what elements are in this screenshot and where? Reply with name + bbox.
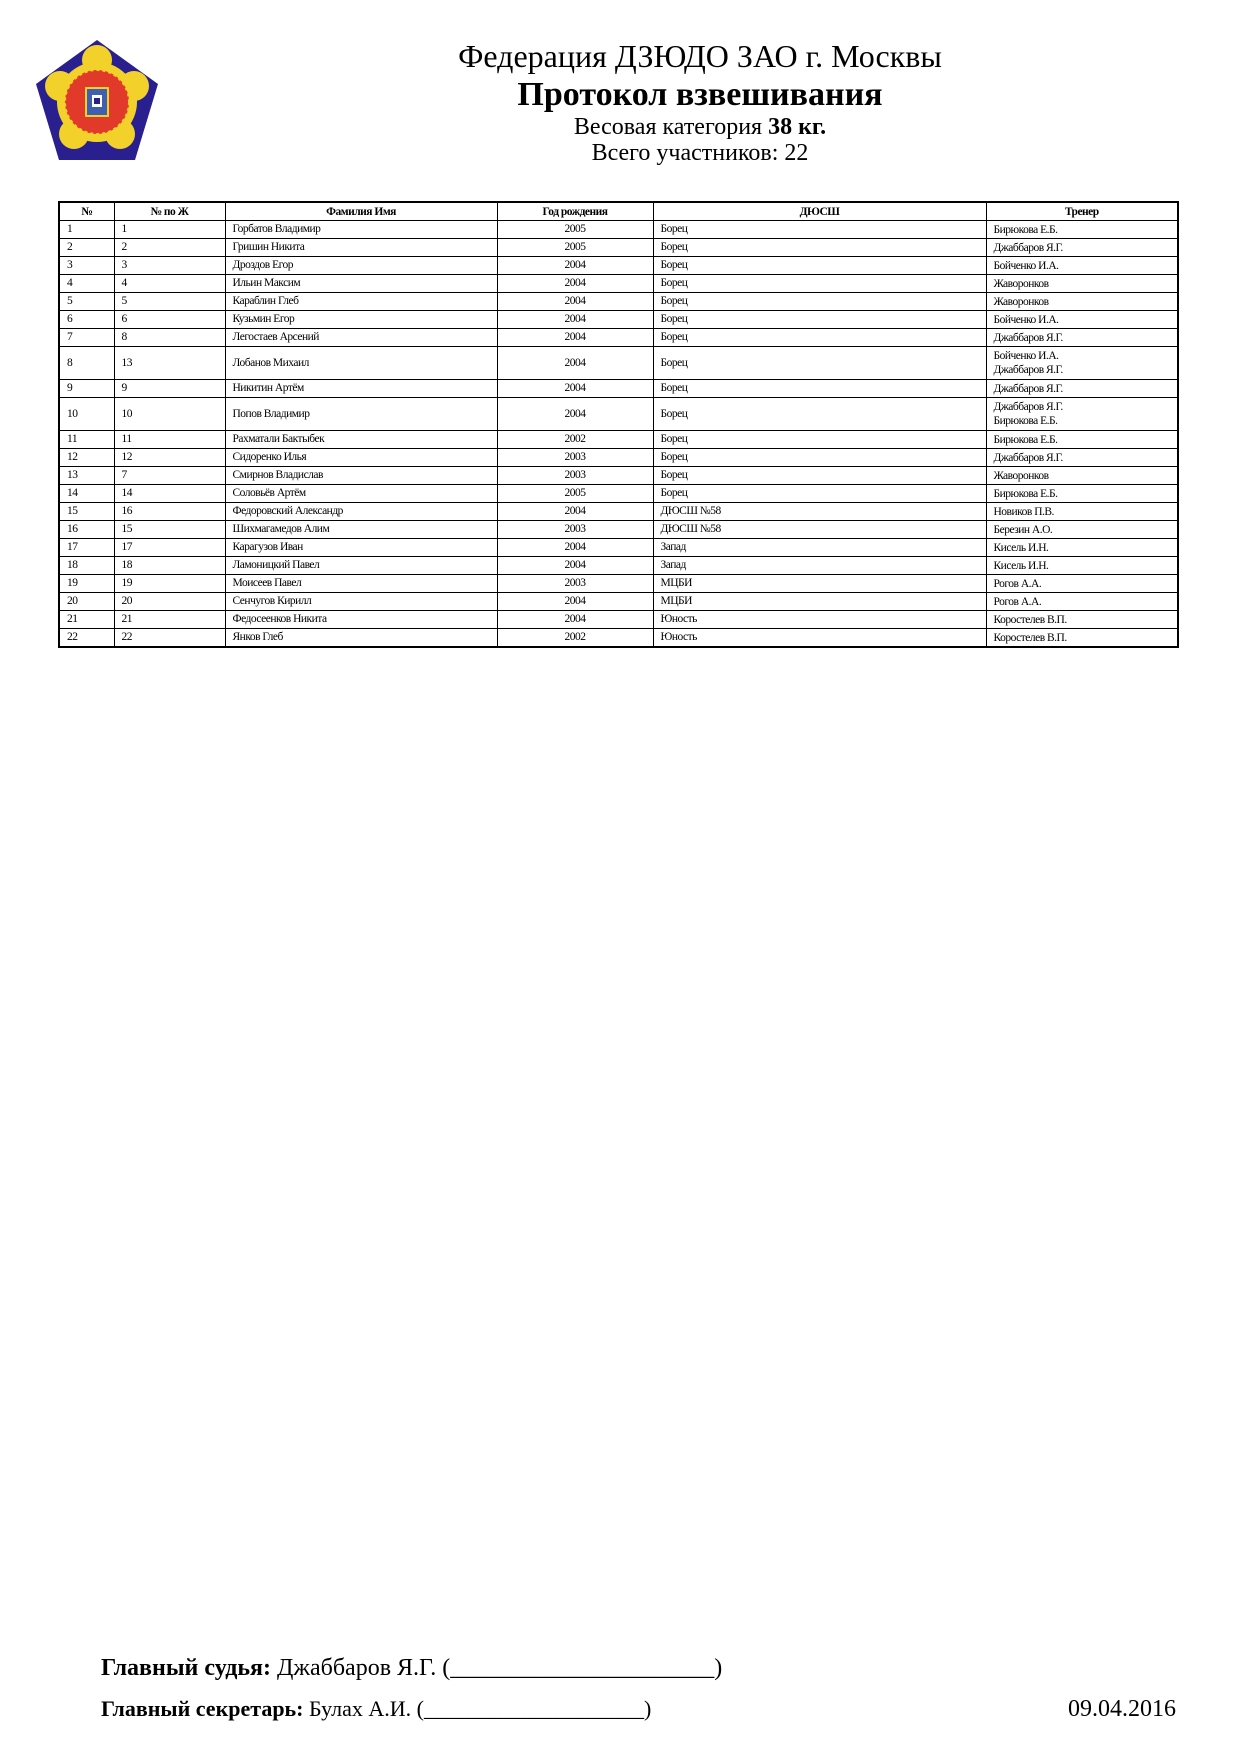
trainer-name: Бойченко И.А. [993, 313, 1059, 326]
cell-draw-number: 9 [114, 380, 225, 398]
table-row [59, 575, 1178, 593]
cell-number: 17 [59, 539, 114, 557]
cell-number: 6 [59, 311, 114, 329]
cell-birth-year: 2003 [497, 449, 653, 467]
cell-draw-number: 18 [114, 557, 225, 575]
cell-school: Запад [653, 557, 986, 575]
trainer-name: Кисель И.Н. [993, 541, 1049, 554]
trainer-name: Бирюкова Е.Б. [993, 223, 1058, 236]
cell-birth-year: 2005 [497, 221, 653, 239]
cell-birth-year: 2004 [497, 557, 653, 575]
cell-name: Сидоренко Илья [225, 449, 497, 467]
cell-name: Сенчугов Кирилл [225, 593, 497, 611]
cell-school: ДЮСШ №58 [653, 503, 986, 521]
cell-draw-number: 17 [114, 539, 225, 557]
chief-secretary-signature-line: (____________________) [416, 1696, 652, 1721]
cell-birth-year: 2004 [497, 329, 653, 347]
cell-school: Борец [653, 485, 986, 503]
trainer-name: Бойченко И.А. [993, 350, 1059, 362]
cell-school: Запад [653, 539, 986, 557]
table-row [59, 485, 1178, 503]
cell-trainer [986, 329, 1178, 347]
cell-trainer [986, 611, 1178, 629]
table-row [59, 329, 1178, 347]
cell-name: Янков Глеб [225, 629, 497, 648]
trainer-name: Коростелев В.П. [993, 631, 1067, 644]
cell-trainer [986, 239, 1178, 257]
cell-school: Борец [653, 398, 986, 431]
cell-school: Борец [653, 449, 986, 467]
cell-number: 11 [59, 431, 114, 449]
cell-birth-year: 2005 [497, 239, 653, 257]
document-title: Протокол взвешивания [517, 76, 883, 113]
cell-draw-number: 11 [114, 431, 225, 449]
cell-name: Караблин Глеб [225, 293, 497, 311]
cell-number: 8 [59, 347, 114, 380]
cell-trainer [986, 485, 1178, 503]
cell-school: Борец [653, 380, 986, 398]
trainer-name: Березин А.О. [993, 523, 1053, 536]
cell-draw-number: 4 [114, 275, 225, 293]
cell-number: 18 [59, 557, 114, 575]
table-row [59, 467, 1178, 485]
cell-draw-number: 20 [114, 593, 225, 611]
cell-name: Ильин Максим [225, 275, 497, 293]
cell-number: 20 [59, 593, 114, 611]
cell-school: Борец [653, 467, 986, 485]
table-row [59, 611, 1178, 629]
cell-trainer [986, 557, 1178, 575]
cell-school: Борец [653, 347, 986, 380]
col-header-draw-number: № по Ж [114, 202, 225, 221]
cell-birth-year: 2004 [497, 611, 653, 629]
cell-name: Рахматали Бактыбек [225, 431, 497, 449]
cell-number: 4 [59, 275, 114, 293]
cell-draw-number: 21 [114, 611, 225, 629]
cell-number: 13 [59, 467, 114, 485]
chief-secretary-name: Булах А.И. [309, 1696, 412, 1721]
cell-number: 21 [59, 611, 114, 629]
trainer-name: Коростелев В.П. [993, 613, 1067, 626]
trainer-name: Джаббаров Я.Г. [993, 364, 1063, 376]
trainer-name: Джаббаров Я.Г. [993, 401, 1063, 413]
cell-name: Смирнов Владислав [225, 467, 497, 485]
cell-name: Карагузов Иван [225, 539, 497, 557]
cell-school: Борец [653, 431, 986, 449]
cell-number: 10 [59, 398, 114, 431]
cell-trainer [986, 398, 1178, 431]
weight-category-label: Весовая категория [573, 114, 763, 140]
cell-draw-number: 16 [114, 503, 225, 521]
cell-school: ДЮСШ №58 [653, 521, 986, 539]
cell-trainer [986, 575, 1178, 593]
trainer-name: Кисель И.Н. [993, 559, 1049, 572]
cell-birth-year: 2004 [497, 398, 653, 431]
federation-name: Федерация ДЗЮДО ЗАО г. Москвы [458, 38, 942, 74]
cell-number: 2 [59, 239, 114, 257]
cell-birth-year: 2002 [497, 629, 653, 648]
federation-emblem-icon [34, 38, 160, 162]
table-row [59, 380, 1178, 398]
table-row [59, 275, 1178, 293]
weight-category-value: 38 кг. [768, 114, 827, 140]
cell-school: Борец [653, 221, 986, 239]
chief-judge-signature [101, 1655, 722, 1682]
cell-name: Легостаев Арсений [225, 329, 497, 347]
table-row [59, 431, 1178, 449]
cell-school: Борец [653, 257, 986, 275]
col-header-trainer: Тренер [986, 202, 1178, 221]
table-row [59, 557, 1178, 575]
cell-trainer [986, 431, 1178, 449]
cell-trainer [986, 629, 1178, 648]
table-row [59, 593, 1178, 611]
cell-draw-number: 5 [114, 293, 225, 311]
cell-school: МЦБИ [653, 575, 986, 593]
chief-judge-label: Главный судья: [101, 1655, 272, 1681]
cell-name: Горбатов Владимир [225, 221, 497, 239]
cell-trainer [986, 275, 1178, 293]
table-header-row [59, 202, 1178, 221]
cell-name: Соловьёв Артём [225, 485, 497, 503]
table-row [59, 257, 1178, 275]
trainer-name: Бирюкова Е.Б. [993, 415, 1058, 427]
cell-school: Борец [653, 275, 986, 293]
cell-name: Лобанов Михаил [225, 347, 497, 380]
cell-number: 12 [59, 449, 114, 467]
table-row [59, 503, 1178, 521]
cell-trainer [986, 311, 1178, 329]
cell-trainer [986, 521, 1178, 539]
cell-name: Попов Владимир [225, 398, 497, 431]
trainer-name: Новиков П.В. [993, 505, 1054, 518]
cell-birth-year: 2004 [497, 257, 653, 275]
cell-name: Федоровский Александр [225, 503, 497, 521]
cell-birth-year: 2003 [497, 467, 653, 485]
document-header [380, 36, 1020, 166]
trainer-name: Жаворонков [993, 469, 1049, 482]
chief-judge-name: Джаббаров Я.Г. [277, 1655, 437, 1681]
weigh-in-table [58, 201, 1179, 648]
cell-number: 14 [59, 485, 114, 503]
cell-school: Борец [653, 293, 986, 311]
cell-name: Дроздов Егор [225, 257, 497, 275]
cell-draw-number: 13 [114, 347, 225, 380]
cell-name: Моисеев Павел [225, 575, 497, 593]
col-header-school: ДЮСШ [653, 202, 986, 221]
table-row [59, 521, 1178, 539]
cell-name: Федосеенков Никита [225, 611, 497, 629]
col-header-number: № [59, 202, 114, 221]
cell-birth-year: 2004 [497, 293, 653, 311]
trainer-name: Джаббаров Я.Г. [993, 331, 1063, 344]
weight-category [380, 114, 1020, 140]
cell-draw-number: 8 [114, 329, 225, 347]
table-row [59, 629, 1178, 648]
cell-birth-year: 2003 [497, 575, 653, 593]
cell-trainer [986, 503, 1178, 521]
cell-name: Ламоницкий Павел [225, 557, 497, 575]
cell-draw-number: 15 [114, 521, 225, 539]
cell-number: 3 [59, 257, 114, 275]
cell-number: 9 [59, 380, 114, 398]
table-row [59, 311, 1178, 329]
cell-school: Юность [653, 611, 986, 629]
col-header-birth-year: Год рождения [497, 202, 653, 221]
cell-birth-year: 2005 [497, 485, 653, 503]
document-date: 09.04.2016 [1068, 1696, 1176, 1722]
cell-school: Борец [653, 329, 986, 347]
cell-number: 22 [59, 629, 114, 648]
cell-trainer [986, 347, 1178, 380]
table-row [59, 449, 1178, 467]
cell-birth-year: 2003 [497, 521, 653, 539]
cell-name: Шихмагамедов Алим [225, 521, 497, 539]
cell-draw-number: 19 [114, 575, 225, 593]
cell-trainer [986, 539, 1178, 557]
cell-birth-year: 2004 [497, 275, 653, 293]
cell-number: 16 [59, 521, 114, 539]
cell-draw-number: 12 [114, 449, 225, 467]
cell-birth-year: 2004 [497, 539, 653, 557]
table-row [59, 221, 1178, 239]
table-row [59, 539, 1178, 557]
cell-number: 5 [59, 293, 114, 311]
table-row [59, 239, 1178, 257]
cell-trainer [986, 449, 1178, 467]
cell-draw-number: 14 [114, 485, 225, 503]
cell-draw-number: 10 [114, 398, 225, 431]
cell-birth-year: 2004 [497, 347, 653, 380]
cell-name: Никитин Артём [225, 380, 497, 398]
trainer-name: Джаббаров Я.Г. [993, 241, 1063, 254]
cell-trainer [986, 380, 1178, 398]
trainer-name: Жаворонков [993, 295, 1049, 308]
cell-trainer [986, 293, 1178, 311]
cell-number: 7 [59, 329, 114, 347]
cell-draw-number: 1 [114, 221, 225, 239]
cell-school: МЦБИ [653, 593, 986, 611]
trainer-name: Рогов А.А. [993, 577, 1042, 590]
cell-draw-number: 6 [114, 311, 225, 329]
trainer-name: Рогов А.А. [993, 595, 1042, 608]
cell-birth-year: 2004 [497, 503, 653, 521]
trainer-name: Джаббаров Я.Г. [993, 382, 1063, 395]
trainer-name: Джаббаров Я.Г. [993, 451, 1063, 464]
cell-school: Борец [653, 239, 986, 257]
cell-number: 19 [59, 575, 114, 593]
trainer-name: Бирюкова Е.Б. [993, 433, 1058, 446]
table-row [59, 347, 1178, 380]
cell-birth-year: 2004 [497, 380, 653, 398]
table-row [59, 398, 1178, 431]
cell-number: 15 [59, 503, 114, 521]
cell-draw-number: 2 [114, 239, 225, 257]
cell-birth-year: 2002 [497, 431, 653, 449]
cell-trainer [986, 593, 1178, 611]
chief-secretary-signature [101, 1696, 651, 1722]
cell-school: Юность [653, 629, 986, 648]
cell-birth-year: 2004 [497, 593, 653, 611]
trainer-name: Бойченко И.А. [993, 259, 1059, 272]
cell-birth-year: 2004 [497, 311, 653, 329]
cell-name: Кузьмин Егор [225, 311, 497, 329]
trainer-name: Жаворонков [993, 277, 1049, 290]
cell-trainer [986, 467, 1178, 485]
participants-total: Всего участников: 22 [591, 140, 809, 166]
trainer-name: Бирюкова Е.Б. [993, 487, 1058, 500]
cell-school: Борец [653, 311, 986, 329]
col-header-name: Фамилия Имя [225, 202, 497, 221]
cell-draw-number: 7 [114, 467, 225, 485]
cell-name: Гришин Никита [225, 239, 497, 257]
cell-number: 1 [59, 221, 114, 239]
cell-draw-number: 22 [114, 629, 225, 648]
chief-secretary-label: Главный секретарь: [101, 1696, 304, 1721]
cell-trainer [986, 221, 1178, 239]
cell-trainer [986, 257, 1178, 275]
cell-draw-number: 3 [114, 257, 225, 275]
chief-judge-signature-line: (______________________) [442, 1655, 723, 1681]
table-row [59, 293, 1178, 311]
